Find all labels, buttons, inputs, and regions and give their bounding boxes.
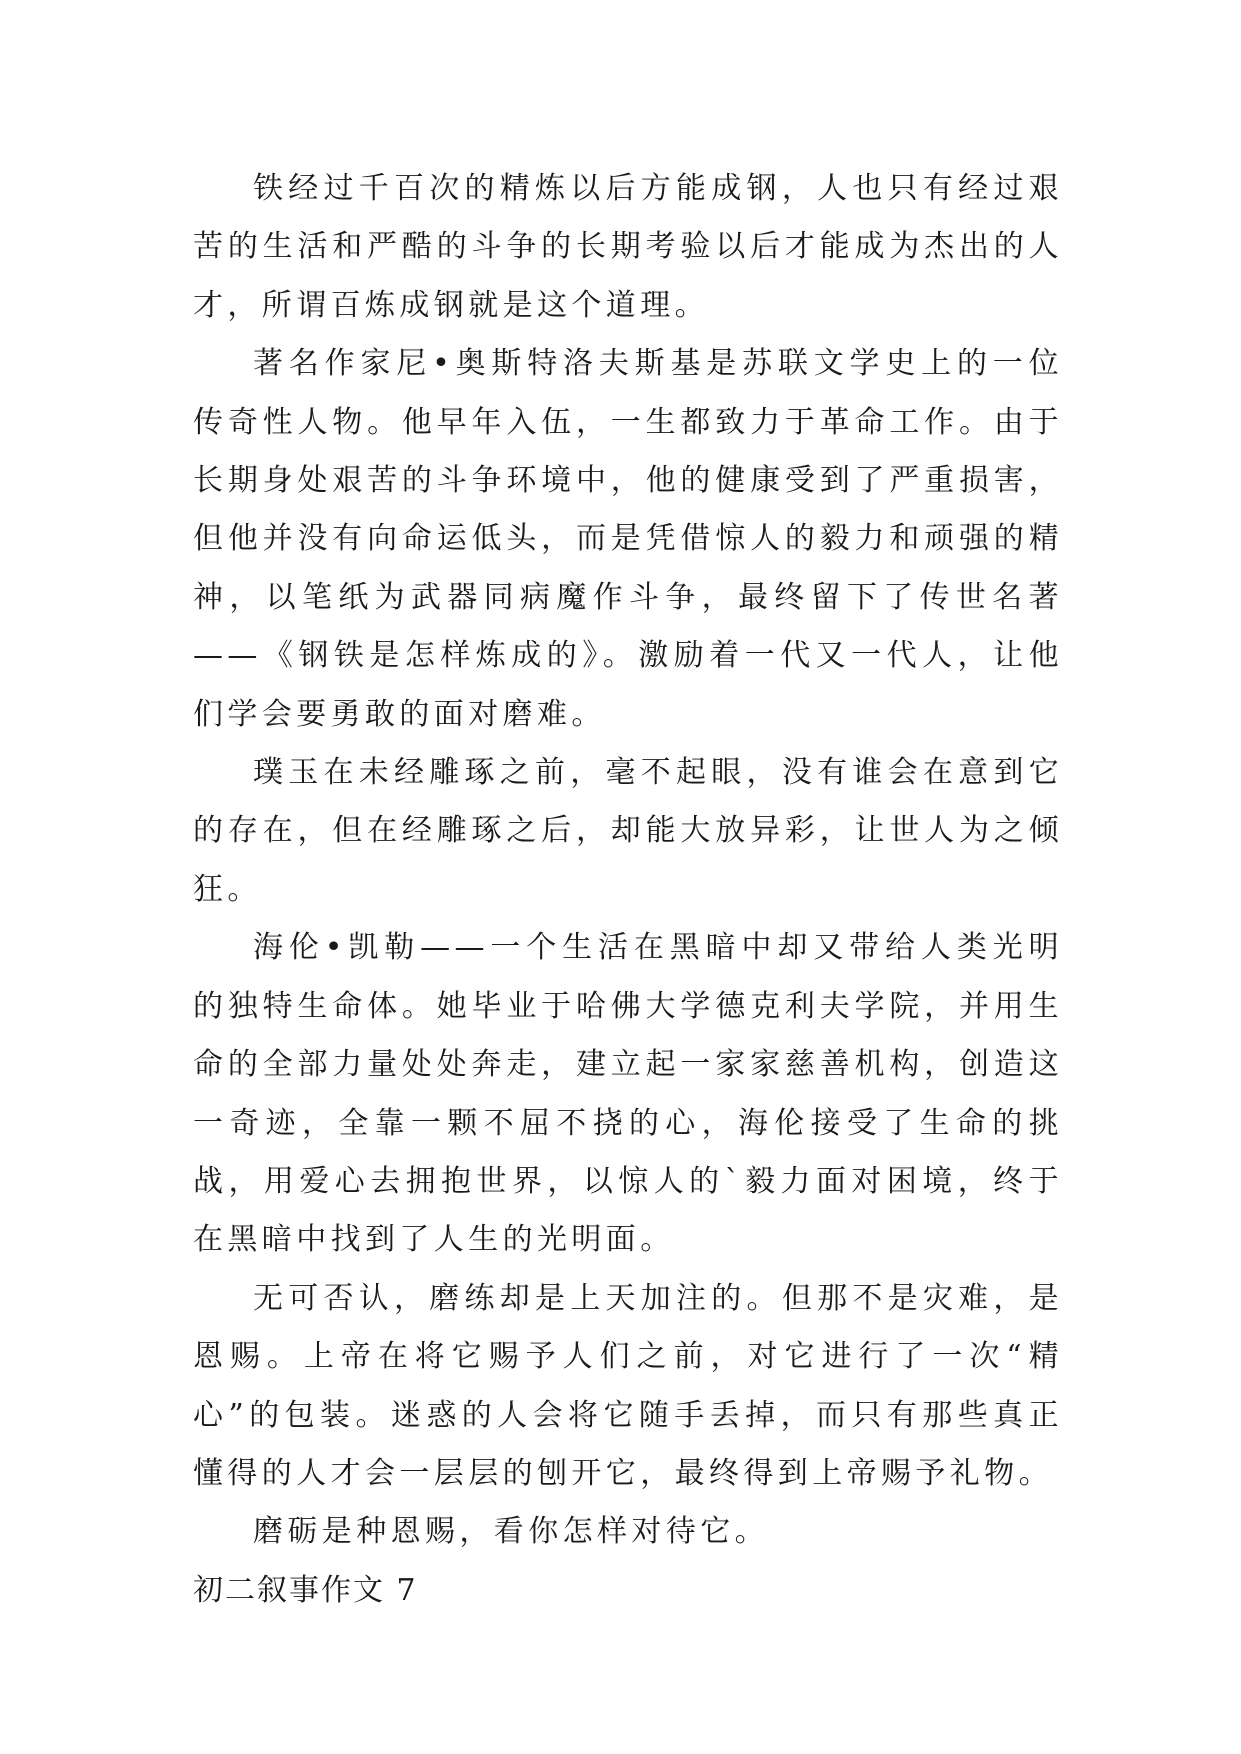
paragraph-5: 无可否认，磨练却是上天加注的。但那不是灾难，是恩赐。上帝在将它赐予人们之前，对它进行了一次“精心”的包装。迷惑的人会将它随手丢掉，而只有那些真正懂得的人才会一层层的刨开它，最终得到上帝赐予礼物。 [193, 1280, 1063, 1491]
document-body [193, 160, 1063, 1620]
paragraph-1: 铁经过千百次的精炼以后方能成钢，人也只有经过艰苦的生活和严酷的斗争的长期考验以后才能成为杰出的人才，所谓百炼成钢就是这个道理。 [193, 171, 1063, 323]
paragraph-4: 海伦•凯勒——一个生活在黑暗中却又带给人类光明的独特生命体。她毕业于哈佛大学德克利夫学院，并用生命的全部力量处处奔走，建立起一家家慈善机构，创造这一奇迹，全靠一颗不屈不挠的心，海伦接受了生命的挑战，用爱心去拥抱世界，以惊人的`毅力面对困境，终于在黑暗中找到了人生的光明面。 [193, 930, 1063, 1258]
paragraph-2: 著名作家尼•奥斯特洛夫斯基是苏联文学史上的一位传奇性人物。他早年入伍，一生都致力于革命工作。由于长期身处艰苦的斗争环境中，他的健康受到了严重损害，但他并没有向命运低头，而是凭借惊人的毅力和顽强的精神，以笔纸为武器同病魔作斗争，最终留下了传世名著——《钢铁是怎样炼成的》。激励着一代又一代人，让他们学会要勇敢的面对磨难。 [193, 346, 1063, 732]
paragraph-3: 璞玉在未经雕琢之前，毫不起眼，没有谁会在意到它的存在，但在经雕琢之后，却能大放异彩，让世人为之倾狂。 [193, 755, 1063, 907]
paragraph-6: 磨砺是种恩赐，看你怎样对待它。 [253, 1514, 769, 1550]
section-heading: 初二叙事作文 7 [193, 1572, 418, 1608]
